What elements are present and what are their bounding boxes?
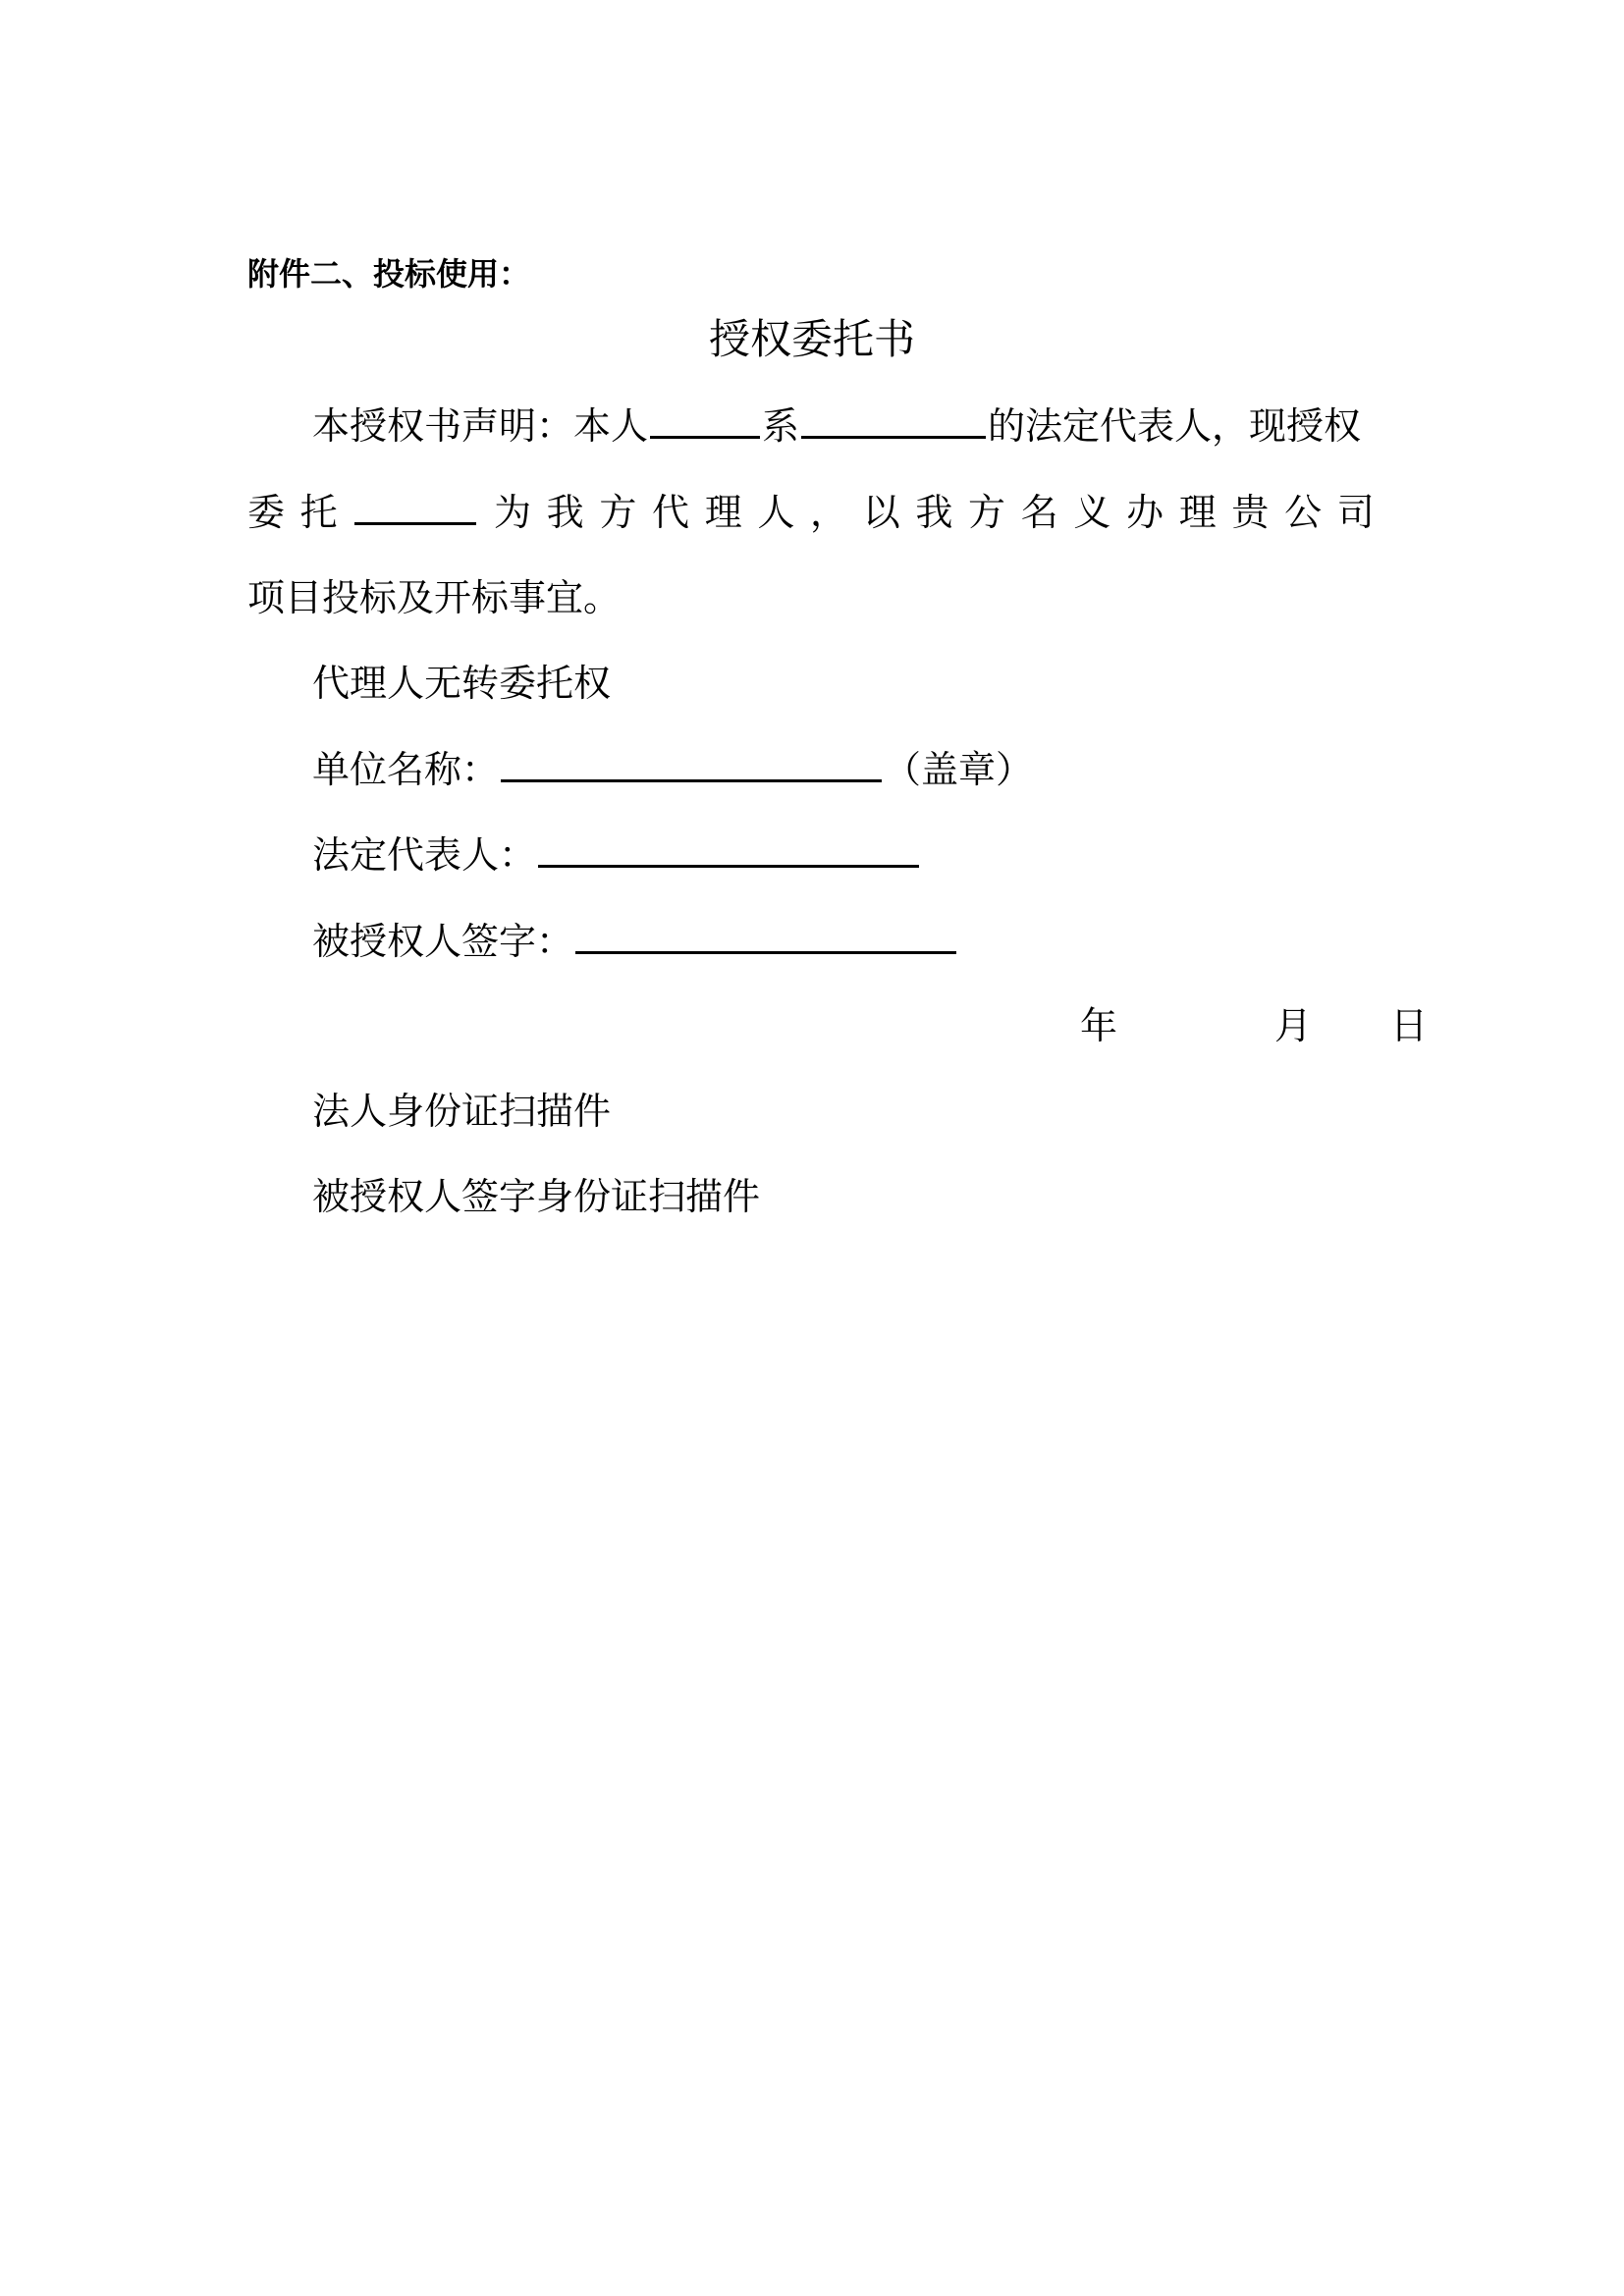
company-name-row (312, 746, 1033, 792)
year-label: 年 (1080, 1004, 1118, 1047)
legal-rep-row (312, 831, 921, 878)
company-name-label: 单位名称： (312, 748, 500, 791)
agent-signature-row (312, 918, 958, 964)
char: 公 (1284, 491, 1323, 534)
char: 为 (494, 491, 532, 534)
char: 义 (1073, 491, 1111, 534)
month-label: 月 (1274, 1004, 1313, 1047)
agent-id-scan-text: 被授权人签字身份证扫描件 (312, 1175, 761, 1218)
company-name-blank[interactable] (801, 402, 986, 439)
agent-name-blank[interactable] (354, 489, 476, 525)
char: 代 (652, 491, 690, 534)
char: 司 (1336, 491, 1375, 534)
legal-rep-field[interactable] (538, 831, 919, 868)
char: 托 (299, 491, 338, 534)
document-title: 授权委托书 (708, 315, 915, 363)
char: 理 (1178, 491, 1217, 534)
char: 以 (862, 491, 900, 534)
date-row (1080, 1003, 1428, 1048)
char: 我 (546, 491, 584, 534)
company-name-field[interactable] (501, 746, 882, 782)
char: 方 (599, 491, 637, 534)
agent-signature-label: 被授权人签字： (312, 920, 574, 963)
legal-rep-label: 法定代表人： (312, 833, 537, 877)
char: 方 (968, 491, 1006, 534)
char: 贵 (1231, 491, 1270, 534)
seal-note: （盖章） (884, 748, 1034, 791)
legal-id-scan-text: 法人身份证扫描件 (312, 1090, 612, 1133)
char: 名 (1020, 491, 1058, 534)
char: ， (810, 491, 848, 534)
agent-signature-field[interactable] (575, 918, 956, 954)
char: 人 (757, 491, 795, 534)
attachment-heading: 附件二、投标使用： (247, 255, 531, 293)
paragraph-line-1 (312, 402, 1361, 449)
day-label: 日 (1390, 1004, 1429, 1047)
char: 我 (915, 491, 953, 534)
declaration-text: 本授权书声明：本人 (312, 404, 649, 448)
char: 委 (247, 491, 286, 534)
paragraph-line-2 (247, 489, 1375, 535)
legal-rep-text: 的法定代表人，现授权 (988, 404, 1362, 448)
char: 办 (1126, 491, 1164, 534)
principal-name-blank[interactable] (650, 402, 760, 439)
paragraph-line-3: 项目投标及开标事宜。 (247, 576, 622, 619)
no-subdelegation-text: 代理人无转委托权 (312, 662, 612, 705)
of-text: 系 (762, 404, 800, 448)
char: 理 (704, 491, 742, 534)
